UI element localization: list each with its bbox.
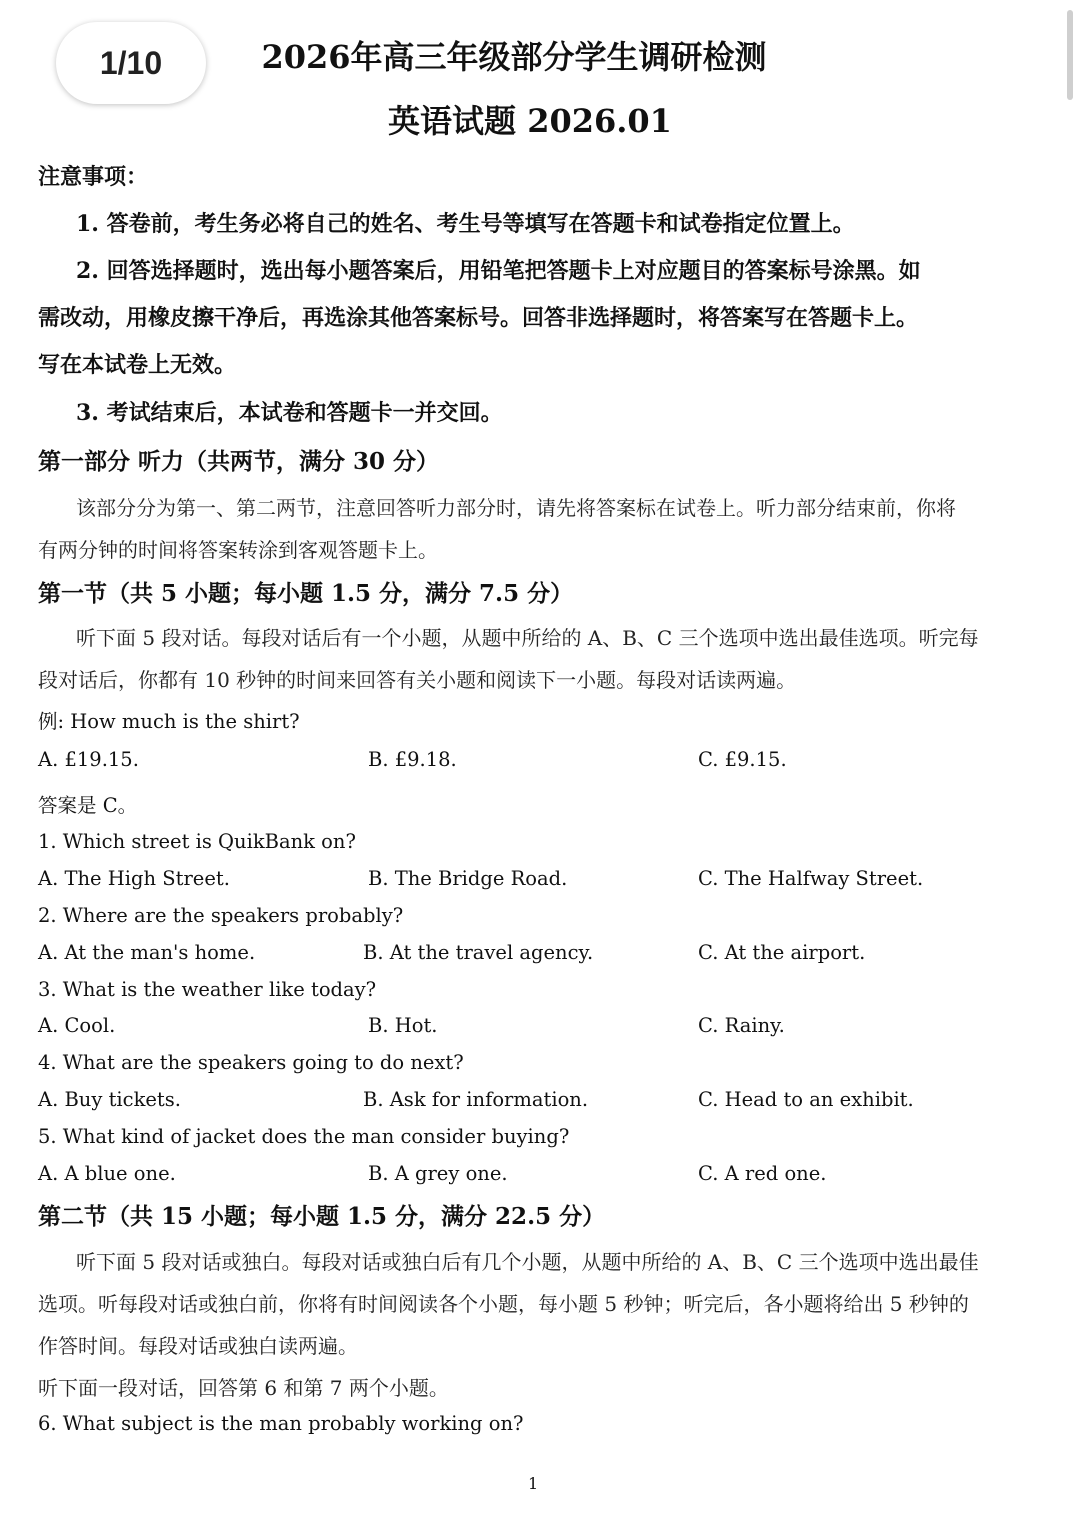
- notes-heading: 注意事项：: [38, 164, 149, 190]
- question-5-option-c: C. A red one.: [698, 1162, 827, 1185]
- example-option-b: B. £9.18.: [368, 748, 457, 771]
- question-2: 2. Where are the speakers probably?: [38, 904, 404, 927]
- section2-intro-line-3: 作答时间。每段对话或独白读两遍。: [38, 1334, 358, 1358]
- question-5-option-b: B. A grey one.: [368, 1162, 508, 1185]
- notes-item-2-line-2: 需改动，用橡皮擦干净后，再选涂其他答案标号。回答非选择题时，将答案写在答题卡上。: [38, 305, 919, 331]
- question-1-option-a: A. The High Street.: [38, 867, 230, 890]
- example-question: 例: How much is the shirt?: [38, 710, 300, 733]
- question-2-option-a: A. At the man's home.: [38, 941, 256, 964]
- question-1-option-b: B. The Bridge Road.: [368, 867, 568, 890]
- section1-heading: 第一节（共 5 小题；每小题 1.5 分，满分 7.5 分）: [38, 580, 574, 607]
- question-3-option-b: B. Hot.: [368, 1014, 438, 1037]
- example-option-c: C. £9.15.: [698, 748, 787, 771]
- section2-instruction: 听下面一段对话，回答第 6 和第 7 两个小题。: [38, 1376, 449, 1400]
- question-2-option-b: B. At the travel agency.: [363, 941, 594, 964]
- question-5: 5. What kind of jacket does the man consider buying?: [38, 1125, 570, 1148]
- question-5-option-a: A. A blue one.: [38, 1162, 176, 1185]
- section2-intro-line-1: 听下面 5 段对话或独白。每段对话或独白后有几个小题，从题中所给的 A、B、C 三个选项中选出最佳: [76, 1250, 979, 1274]
- scrollbar[interactable]: [1067, 10, 1073, 100]
- example-answer: 答案是 C。: [38, 794, 138, 817]
- question-6: 6. What subject is the man probably working on?: [38, 1412, 524, 1435]
- question-4: 4. What are the speakers going to do next?: [38, 1051, 464, 1074]
- section2-intro-line-2: 选项。听每段对话或独白前，你将有时间阅读各个小题，每小题 5 秒钟；听完后，各小题将给出 5 秒钟的: [38, 1292, 969, 1316]
- notes-item-2-line-3: 写在本试卷上无效。: [38, 352, 237, 378]
- question-1-option-c: C. The Halfway Street.: [698, 867, 924, 890]
- notes-item-3: 3. 考试结束后，本试卷和答题卡一并交回。: [76, 400, 503, 426]
- question-1: 1. Which street is QuikBank on?: [38, 830, 356, 853]
- example-option-a: A. £19.15.: [38, 748, 139, 771]
- question-4-option-c: C. Head to an exhibit.: [698, 1088, 914, 1111]
- page-number: 1: [528, 1474, 539, 1493]
- section1-intro-line-2: 段对话后，你都有 10 秒钟的时间来回答有关小题和阅读下一小题。每段对话读两遍。: [38, 668, 797, 692]
- question-3-option-c: C. Rainy.: [698, 1014, 785, 1037]
- question-2-option-c: C. At the airport.: [698, 941, 866, 964]
- exam-subtitle: 英语试题 2026.01: [388, 102, 672, 140]
- part1-intro-line-1: 该部分分为第一、第二两节，注意回答听力部分时，请先将答案标在试卷上。听力部分结束前，你将: [76, 496, 956, 520]
- notes-item-2-line-1: 2. 回答选择题时，选出每小题答案后，用铅笔把答题卡上对应题目的答案标号涂黑。如: [76, 258, 921, 284]
- exam-title: 2026年高三年级部分学生调研检测: [261, 38, 767, 76]
- page-indicator-badge[interactable]: 1/10: [56, 22, 206, 104]
- notes-item-1: 1. 答卷前，考生务必将自己的姓名、考生号等填写在答题卡和试卷指定位置上。: [76, 211, 855, 237]
- question-4-option-b: B. Ask for information.: [363, 1088, 589, 1111]
- question-3-option-a: A. Cool.: [38, 1014, 116, 1037]
- part1-intro-line-2: 有两分钟的时间将答案转涂到客观答题卡上。: [38, 538, 438, 562]
- question-4-option-a: A. Buy tickets.: [38, 1088, 181, 1111]
- section1-intro-line-1: 听下面 5 段对话。每段对话后有一个小题，从题中所给的 A、B、C 三个选项中选出最佳选项。听完每: [76, 626, 979, 650]
- section2-heading: 第二节（共 15 小题；每小题 1.5 分，满分 22.5 分）: [38, 1203, 606, 1230]
- part1-heading: 第一部分 听力（共两节，满分 30 分）: [38, 448, 440, 475]
- question-3: 3. What is the weather like today?: [38, 978, 377, 1001]
